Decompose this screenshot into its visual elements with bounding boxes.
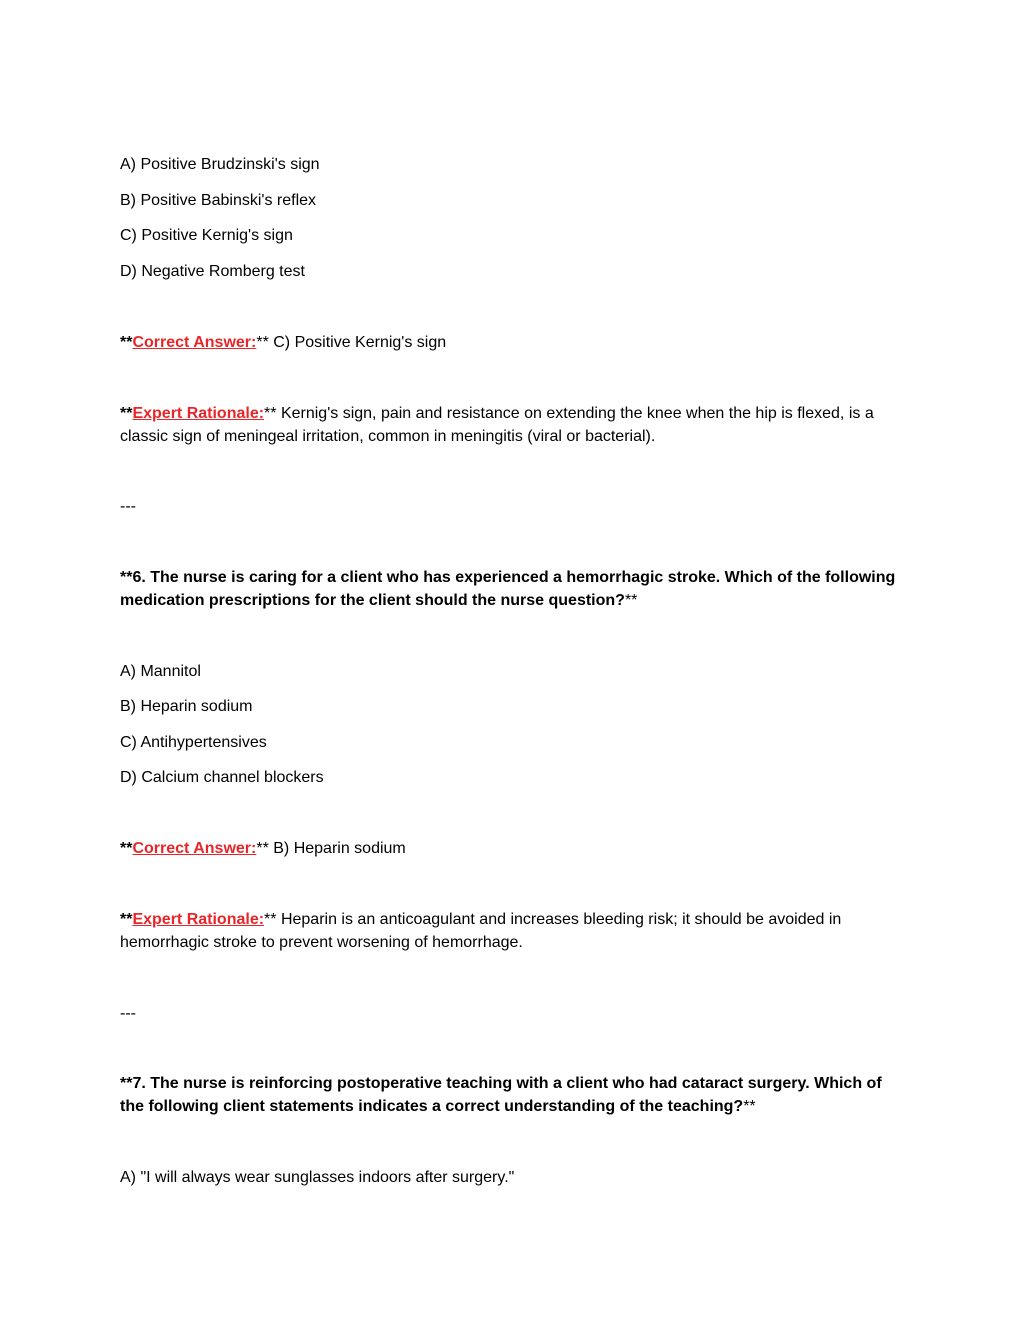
- question-text: **7. The nurse is reinforcing postoperative teaching with a client who had cataract surgery. Which of the following client statements indicates a correct understanding of the teaching?: [120, 1075, 882, 1115]
- separator: ---: [120, 1005, 136, 1022]
- answer-text: ** C) Positive Kernig's sign: [256, 334, 447, 351]
- q6-question: [120, 566, 900, 612]
- q7-option-a: A) "I will always wear sunglasses indoors after surgery.": [120, 1169, 515, 1186]
- question-suffix: **: [743, 1098, 756, 1115]
- correct-answer-label: Correct Answer:: [132, 334, 257, 351]
- rationale-prefix: **: [120, 911, 133, 928]
- answer-prefix: **: [120, 840, 133, 857]
- rationale-text: ** Heparin is an anticoagulant and increases bleeding risk; it should be avoided in hemorrhagic stroke to prevent worsening of hemorrhage.: [120, 911, 842, 951]
- expert-rationale-label: Expert Rationale:: [132, 911, 265, 928]
- question-text: **6. The nurse is caring for a client who has experienced a hemorrhagic stroke. Which of the following medication prescriptions for the client should the nurse question?: [120, 569, 896, 609]
- q6-option-c: C) Antihypertensives: [120, 734, 267, 751]
- q5-option-a: A) Positive Brudzinski's sign: [120, 156, 320, 173]
- q5-option-c: C) Positive Kernig's sign: [120, 227, 293, 244]
- answer-text: ** B) Heparin sodium: [256, 840, 406, 857]
- q6-option-b: B) Heparin sodium: [120, 698, 253, 715]
- q7-question: [120, 1072, 900, 1118]
- rationale-prefix: **: [120, 405, 133, 422]
- answer-prefix: **: [120, 334, 133, 351]
- q6-correct-answer: [120, 837, 900, 860]
- expert-rationale-label: Expert Rationale:: [132, 405, 265, 422]
- q5-expert-rationale: [120, 402, 900, 448]
- q6-option-d: D) Calcium channel blockers: [120, 769, 324, 786]
- q5-correct-answer: [120, 331, 900, 354]
- correct-answer-label: Correct Answer:: [132, 840, 257, 857]
- rationale-text: ** Kernig's sign, pain and resistance on extending the knee when the hip is flexed, is a classic sign of meningeal irritation, common in meningitis (viral or bacterial).: [120, 405, 874, 445]
- q6-expert-rationale: [120, 908, 900, 954]
- q5-option-b: B) Positive Babinski's reflex: [120, 192, 317, 209]
- q5-option-d: D) Negative Romberg test: [120, 263, 305, 280]
- question-suffix: **: [624, 592, 638, 609]
- separator: ---: [120, 498, 136, 515]
- q6-option-a: A) Mannitol: [120, 663, 201, 680]
